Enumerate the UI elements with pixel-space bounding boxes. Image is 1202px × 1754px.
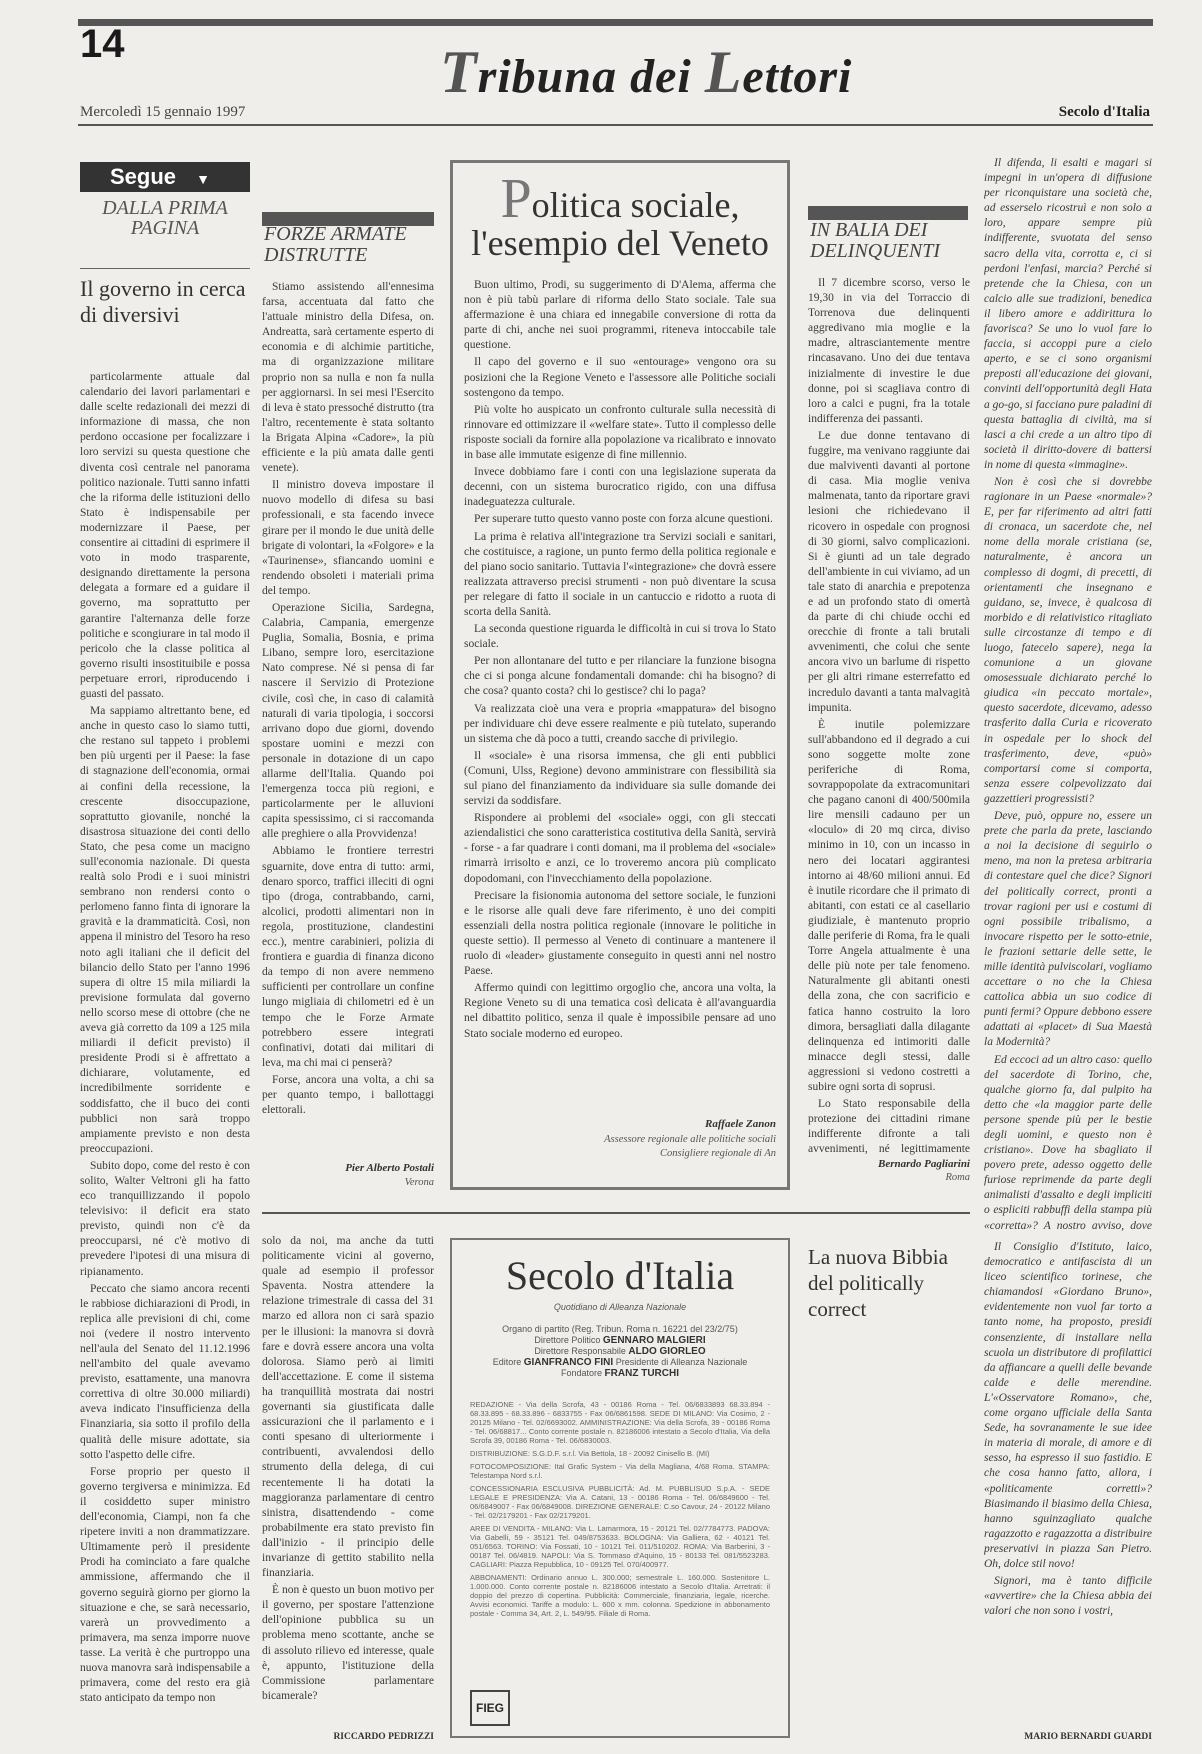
paragraph: Buon ultimo, Prodi, su suggerimento di D'Alema, afferma che non è più tabù parlare di riforma dello Stato sociale. Tale sua affermazione è una chiara ed innegabile conversione di rotta da parte di chi, anche nei suoi programmi, riteneva intoccabile tale questione. <box>464 279 776 352</box>
paragraph: Lo Stato responsabile della protezione dei cittadini rimane indifferente difronte a tali avvenimenti, né legittimamente <box>808 1098 970 1156</box>
masthead <box>440 38 852 107</box>
paragraph: La seconda questione riguarda le difficoltà in cui si trova lo Stato sociale. <box>464 623 776 651</box>
paragraph: Peccato che siamo ancora recenti le rabbiose dichiarazioni di Prodi, in replica alle previsioni di chi, come noi (vedere il nostro intervento nell'aula del Senato del 11.12.1996 nell'ambito del quale avevamo previsto, esattamente, una manovra correttiva di oltre 30.000 miliardi) aveva indicato l'insufficienza della Finanziaria, sia sotto il profilo della qualità delle misure adottate, sia sotto l'aspetto delle cifre. <box>80 1282 250 1461</box>
section-rule <box>262 1212 970 1214</box>
article-forze-armate-body <box>262 280 434 1156</box>
fine-pubblicita: CONCESSIONARIA ESCLUSIVA PUBBLICITÀ: Ad. M. PUBBLISUD S.p.A. - SEDE LEGALE E PRESIDENZA: Via A. Catani, 13 - 00186 Roma - Tel. 06/6849600 - Tel. 06/6849007 - Fax 06/6849008. DIREZIONE GENERALE: C.so Cavour, 24 - 20122 Milano - Tel. 02/2179201 - Fax 02/2179201. <box>470 1484 770 1520</box>
paragraph: Affermo quindi con legittimo orgoglio che, ancora una volta, la Regione Veneto su di una tematica così delicata è all'avanguardia nel dibattito politico, senza il quale è impossibile pensare ad uno Stato sociale moderno ed europeo. <box>464 982 776 1040</box>
dalla-prima-pagina: DALLA PRIMA PAGINA <box>102 197 228 239</box>
paragraph: Il difenda, li esalti e magari si impegni in un'opera di diffusione per riconquistare una società che, ad esserselo ricostruì e non solo a loro, appare sempre più indifferente, svuotata del senso sacro della vita, corrotta e, ci si perdoni l'enfasi, marcia? Perché si pretende che la Chiesa, con un calcio alle sue tradizioni, benedica il libero amore e addirittura lo favorisca? Se uno lo vuol fare lo faccia, si accoppi pure a cielo aperto, e se ci sono organismi preposti all'educazione dei giovani, convinti dell'opportunità degli Hata a go-go, si facciano pure paladini di questa battaglia di civiltà, ma si lasci a chi crede a un altro tipo di società il diritto-dovere di battersi in nome di questa «immagine». <box>984 157 1152 471</box>
fieg-logo: FIEG <box>470 1690 510 1726</box>
page-number: 14 <box>80 22 125 66</box>
paragraph: Per superare tutto questo vanno poste con forza alcune questioni. <box>474 513 773 526</box>
kicker-bar <box>808 206 968 220</box>
paragraph: Abbiamo le frontiere terrestri sguarnite, dove entra di tutto: armi, denaro sporco, traffici illeciti di ogni tipo (droga, contrabbando, carni, alcolici, prodotti alimentari non in regola, prostituzione, clandestini ecc.), mentre carabinieri, polizia di frontiera e guardia di finanza dicono da tempo di non avere nemmeno sufficienti per controllare un confine lungo migliaia di chilometri ed è un tempo che le Forze Armate potrebbero essere integrati confinativi, dotati dai militari di leva, ma chi mai ci penserà? <box>262 845 434 1069</box>
masthead-initial-t: T <box>440 39 478 105</box>
title-line2: l'esempio del Veneto <box>471 223 769 263</box>
paragraph: La prima è relativa all'integrazione tra Servizi sociali e sanitari, che costituisce, a ragione, un punto fermo della politica regionale e del piano socio sanitario. Tuttavia l'«integrazione» che dovrà essere realizzata attraverso precisi strumenti - non può diventare la scusa per relegare di fatto il sociale in un cantuccio e ridotto a ruota di scorta della Sanità. <box>464 530 776 618</box>
paragraph: Precisare la fisionomia autonoma del settore sociale, le funzioni e le risorse alle quali deve fare riferimento, è uno dei compiti essenziali della nostra politica regionale (innovare le politiche in queste settio). Il permesso al Veneto di continuare a mantenere il ruolo di «leader» giustamente conseguito in questi anni nel nostro Paese. <box>464 889 776 978</box>
chevron-down-icon: ▼ <box>196 171 211 187</box>
paragraph: Forse, ancora una volta, a chi sa per quanto tempo, i ballottaggi elettorali. <box>262 1073 434 1117</box>
paragraph: Il Consiglio d'Istituto, laico, democratico e antifascista di un liceo scientifico torinese, che chiamandosi «Giordano Bruno», evidentemente non vuol far torto a tanto nome, ha proposto, presidi consenziente, di installare nella scuola un distributore di profilattici da affiancare a quelli delle bevande calde e delle merendine. L'«Osservatore Romano», che, come organo ufficiale della Santa Sede, ha sovranamente le sue idee in materia di morale, di amore e di sesso, ha espresso il suo fastidio. E che cosa hanno fatto, allora, i «politicamente corretti»? Biasimando il biasimo della Chiesa, hanno sguinzagliato qualche ragazzotto e ragazzotta a distribuire preservativi in piazza San Pietro. Oh, dolce stil novo! <box>984 1241 1152 1570</box>
paragraph: particolarmente attuale dal calendario dei lavori parlamentari e dalle scelte redazionali dei mezzi di informazione di massa, che non perdono occasione per focalizzare i loro servizi su questa questione che diventa così centrale nel panorama politico nazionale. Tutti sanno infatti che la riforma delle istituzioni dello Stato è indispensabile per modernizzare il Paese, per consentire ai cittadini di esprimere il voto in modo trasparente, designando direttamente la persona delegata a formare ed a guidare il governo, ma soprattutto per garantire l'alternanza delle forze politiche e scongiurare in tal modo il pericolo che la classe politica al governo risulti insostituibile e possa perpetuare errori, riproducendo i guasti del passato. <box>80 371 250 700</box>
colophon-credits <box>460 1324 780 1379</box>
feature-title <box>460 168 780 263</box>
paragraph: Ma sappiamo altrettanto bene, ed anche in questo caso lo siamo tutti, che restano sul tappeto i problemi ben più urgenti per il Paese: la fase di stagnazione dell'economia, ormai ai confini della recessione, la crescente disoccupazione, soprattutto giovanile, nonché la disastrosa situazione dei conti dello Stato, che pesa come un macigno sull'economia nazionale. Di questa realtà solo Prodi e i suoi ministri sembrano non rendersi conto o perlomeno fanno finta di ignorare la gravità e la drammaticità. Così, non appena il ministro del Tesoro ha reso noto agli italiani che il deficit del bilancio dello Stato per l'anno 1996 supera di oltre 15 mila miliardi la previsione formulata dal governo nello scorso mese di ottobre (che ne aveva già corretto da 109 a 125 mila miliardi il deficit previsto) il presidente Prodi si è affrettato a dichiarare, volutamente, ed incredibilmente sorridente e soddisfatto, che il buco dei conti pubblici non sarà troppo ampiamente previsto e non desta preoccupazioni. <box>80 705 250 1155</box>
headline-nuova-bibbia: La nuova Bibbia del politically correct <box>808 1245 948 1321</box>
paragraph: Il 7 dicembre scorso, verso le 19,30 in via del Torraccio di Torrenova due delinquenti aggredivano mia moglie e la madre, altrasciantemente mentre rincasavano. Uno dei due tentava inizialmente di investire le due donne, poi si scagliava contro di loro a calci e pugni, fra la totale indifferenza dei passanti. <box>808 277 970 425</box>
signature-pagliarini: Bernardo Pagliarini <box>878 1158 970 1170</box>
role-consigliere: Consigliere regionale di An <box>660 1148 776 1159</box>
director-label: Direttore Politico <box>534 1335 601 1345</box>
signature-zanon: Raffaele Zanon <box>705 1118 776 1130</box>
paper-name: Secolo d'Italia <box>1058 104 1150 120</box>
top-rule <box>78 19 1153 26</box>
city-roma: Roma <box>945 1172 970 1183</box>
right-column-body-bottom <box>984 1240 1152 1728</box>
paragraph: Va realizzata cioè una vera e propria «mappatura» del bisogno per individuare chi deve essere realmente e più tutelato, superando un sistema che dà poco a tutti, creando sacche di privilegio. <box>464 702 776 745</box>
paragraph: Stiamo assistendo all'ennesima farsa, accentuata dal fatto che l'attuale ministro della Difesa, on. Andreatta, sarà certamente esperto di economia e di alchimie partitiche, ma di organizzazione militare proprio non sa nulla e non fa nulla per aggiornarsi. In sei mesi l'Esercito di leva è stato pressoché distrutto (tra l'altro, recentemente è stata soltanto la Brigata Alpina «Cadore», la più efficiente e la più amata dalle genti venete). <box>262 281 434 475</box>
fine-abbonamenti: ABBONAMENTI: Ordinario annuo L. 300.000; semestrale L. 160.000. Sostenitore L. 1.000.000. Conto corrente postale n. 82186006 intestato a Secolo d'Italia. Arretrati: il doppio del prezzo di copertina. Pubblicità: Commerciale, finanziaria, legale, ricerche. Avvisi economici. Tariffe a modulo: L. 600 x mm. colonna. Spedizione in abbonamento postale - Comma 34, Art. 2, L. 549/95. Filiale di Roma. <box>470 1573 770 1618</box>
feature-body <box>464 278 776 1100</box>
registration: Organo di partito (Reg. Tribun. Roma n. 16221 del 23/2/75) <box>502 1324 738 1334</box>
paragraph: Signori, ma è tanto difficile «avvertire» che la Chiesa abbia dei valori che non sono i vostri, <box>984 1575 1152 1618</box>
fine-redazione: REDAZIONE - Via della Scrofa, 43 - 00186 Roma - Tel. 06/6833893 68.33.894 - 68.33.895 - 68.33.896 - 6833755 - Fax 06/6861598. SEDE DI MILANO: Via Cosimo, 2 - 20125 Milano - Tel. 02/6693002. AMMINISTRAZIONE: Via della Scrofa, 39 - 00186 Roma - Tel. 06/68817... Conto corrente postale n. 82186006 intestato a Secolo d'Italia, Via della Scrofa 39, 00186 Roma - Tel. 06/6830003. <box>470 1400 770 1445</box>
role-assessore: Assessore regionale alle politiche sociali <box>604 1134 776 1145</box>
kicker-forze-armate: FORZE ARMATE DISTRUTTE <box>264 223 407 266</box>
colophon-subtitle: Quotidiano di Alleanza Nazionale <box>553 1302 687 1312</box>
paragraph: Deve, può, oppure no, essere un prete che parla da prete, lasciando a noi la decisione di seguirlo o meno, ma non la pretesa arbitraria di contestare quel che dice? Signori del politically correct, pronti a trovar ragioni per usi e costumi di ogni possibile tribalismo, a invocare rispetto per le sotto-etnie, le frazioni settarie delle sette, le mille identità pulviscolari, vogliamo accettare o no che la Chiesa cattolica abbia un suo codice di punti fermi? Oppure debbono essere adattati ai «placet» di Sua Maestà la Modernità? <box>984 810 1152 1049</box>
masthead-part1: ribuna dei <box>477 50 705 103</box>
editor-label: Editore <box>492 1357 522 1367</box>
paragraph: Il capo del governo e il suo «entourage» vengono ora su posizioni che la Regione Veneto e l'assessore alle Politiche sociali sostengono da tempo. <box>464 356 776 399</box>
founder-label: Fondatore <box>561 1368 603 1378</box>
city-verona: Verona <box>404 1177 434 1188</box>
director-name: GENNARO MALGIERI <box>602 1335 706 1346</box>
header-rule <box>78 124 1153 126</box>
editor-name: GIANFRANCO FINI <box>523 1357 614 1368</box>
divider <box>80 268 250 269</box>
editor-role: Presidente di Alleanza Nazionale <box>615 1357 748 1367</box>
resp-label: Direttore Responsabile <box>534 1346 626 1356</box>
paragraph: Rispondere ai problemi del «sociale» oggi, con gli steccati aziendalistici che sono caratteristica costitutiva della Sanità, servirà - forse - a far quadrare i conti domani, ma il problema del «sociale» rimarrà irrisolto e anzi, ce lo troveremo ancora più complicato dopodomani, con l'invecchiamento della popolazione. <box>464 812 776 885</box>
article-governo-body <box>80 370 250 1750</box>
paragraph: solo da noi, ma anche da tutti politicamente vicini al governo, quale ad esempio il professor Spaventa. Nostra attendere la relazione trimestrale di cassa del 31 marzo ed allora non ci sarà spazio per le illusioni: la manovra si dovrà fare e dovrà essere ancora una volta dolorosa. Siamo però ai limiti dell'accettazione. E come il sistema ha tranquillità mostrata dai nostri governanti sia giustificata dalle assicurazioni che il parlamento e i conti spesano di ulteriormente i contribuenti, avvalendosi dello strumento della delega, di cui recentemente li ha dotati la maggioranza parlamentare di centro sinistra, disattendendo - come probabilmente era stato previsto fin dall'inizio - il principio delle invarianze di gettito stabilito nella finanziaria. <box>262 1235 434 1580</box>
headline-governo: Il governo in cerca di diversivi <box>80 276 246 327</box>
paragraph: Più volte ho auspicato un confronto culturale sulla necessità di rinnovare ed ottimizzare il «welfare state». Tutto il complesso delle risposte sociali da fornire alla popolazione va ricalibrato e innovato in base alle immutate esigenze di fine millennio. <box>464 403 776 462</box>
paragraph: Non è così che si dovrebbe ragionare in un Paese «normale»? E, per far riferimento ad altri fatti di cronaca, un sacerdote che, nel nome della morale cristiana (se, naturalmente, è ancora un complesso di dogmi, di precetti, di orientamenti che insegnano e guidano, se, invece, è qualcosa di morbido e di relativistico ritagliato sulle circostanze di tempo e di luogo, fatecelo sapere), nega la comunione a un giovane omosessuale dichiarato perché lo giudica «in peccato mortale», questo sacerdote, dicevamo, adesso trasferito dalla Curia e ricoverato in ospedale per lo shock del trasferimento, deve, «può» comportarsi come si comporta, senza essere colpevolizzato dai gazzettieri progressisti? <box>984 475 1152 805</box>
paragraph: Il «sociale» è una risorsa immensa, che gli enti pubblici (Comuni, Ulss, Regione) devono amministrare con flessibilità sia sul piano del finanziamento da individuare sia sulle domande dei servizi da soddisfare. <box>464 749 776 808</box>
dateline: Mercoledì 15 gennaio 1997 <box>80 104 246 120</box>
article-in-balia-body <box>808 276 970 1156</box>
segue-label: Segue <box>110 164 177 189</box>
paragraph: È inutile polemizzare sull'abbandono ed il degrado a cui sono soggette molte zone periferiche di Roma, sovrappopolate da extracomunitari che pagano canoni di 400/500mila lire mensili cadauno per un «loculo» di 20 mq circa, diviso minimo in 10, con un incasso in nero dei locatari aggirantesi intorno ai 48/60 milioni annui. Ed è inutile ricordare che il primato di abitanti, con estati ce al casellario giudiziale, è mantenuto proprio dalle periferie di Roma, fra le quali Torre Angela attualmente è una delle più note per tale fenomeno. Naturalmente gli abitanti onesti della zona, che con sacrificio e fatica hanno costruito la loro dimora, bersagliati dalla dilagante delinquenza ed intimoriti dalle minacce degli stessi, dalle aggressioni si vedono costretti a subire ogni sorta di soprusi. <box>808 718 970 1093</box>
title-line1: olitica sociale, <box>531 185 740 225</box>
paragraph: Subito dopo, come del resto è con solito, Walter Veltroni gli ha fatto eco tranquillizzando il popolo televisivo: il deficit era stato previsto, quindi non c'è da preoccuparsi, né c'è motivo di prevedere l'ipotesi di una misura di ripianamento. <box>80 1159 250 1278</box>
signature-pedrizzi: RICCARDO PEDRIZZI <box>333 1732 434 1742</box>
segue-banner <box>80 162 250 192</box>
fine-aree-vendita: AREE DI VENDITA - MILANO: Via L. Lamarmora, 15 - 20121 Tel. 02/7784773. PADOVA: Via Gabelli, 59 - 35121 Tel. 049/8753633. BOLOGNA: Via Galliera, 62 - 40121 Tel. 051/6563. TORINO: Via Fossati, 10 - 10121 Tel. 011/510202. ROMA: Via Barberini, 3 - 00187 Tel. 06/4819. NAPOLI: Via S. Tommaso d'Aquino, 15 - 80133 Tel. 081/5523283. CAGLIARI: Piazza Repubblica, 10 - 09125 Tel. 070/400977. <box>470 1524 770 1569</box>
signature-bernardi-guardi: MARIO BERNARDI GUARDI <box>1024 1732 1152 1742</box>
paragraph: Il ministro doveva impostare il nuovo modello di difesa su basi professionali, e sta facendo invece girare per il mondo le due unità delle brigate di volontari, la «Folgore» e la «Taurinense», sfiancando uomini e rendendo obsoleti i materiali prima del tempo. <box>262 479 434 597</box>
paragraph: Ed eccoci ad un altro caso: quello del sacerdote di Torino, che, qualche giorno fa, dal pulpito ha detto che «la maggior parte delle persone spende più per le bestie degli uomini, e questo non è cristiano». Dove ha sbagliato il povero prete, adesso oggetto delle furiose reprimende da parte degli animalisti d'assalto e degli impliciti o espliciti rabbuffi della stampa più «corretta»? A nostro avviso, dove <box>984 1053 1152 1232</box>
signature-postali: Pier Alberto Postali <box>345 1162 434 1174</box>
fine-distribuzione: DISTRIBUZIONE: S.G.D.F. s.r.l. Via Bettola, 18 - 20092 Cinisello B. (MI) <box>470 1449 710 1458</box>
masthead-part2: ettori <box>742 50 853 103</box>
paragraph: Le due donne tentavano di fuggire, ma venivano raggiunte dai due malviventi davanti al portone di casa. Mia moglie veniva malmenata, tanto da riportare gravi lesioni che richiedevano il ricovero in ospedale con prognosi di 30 giorni, salvo complicazioni. Si è giunti ad un tale degrado dell'ambiente in cui viviamo, ad un tale stato di anarchia e prepotenza e ad un profondo stato di omertà da parte di chi chiude occhi ed orecchie di fronte a tali brutali avvenimenti, che colui che sente ancora vivo un barlume di rispetto per gli altri rimane esterrefatto ed incredulo davanti a tanta malvagità impunita. <box>808 429 970 714</box>
colophon-fine-print <box>470 1400 770 1682</box>
fine-fotocomposizione: FOTOCOMPOSIZIONE: Ital Grafic System - Via della Magliana, 4/68 Roma. STAMPA: Telestampa Nord s.r.l. <box>470 1462 770 1480</box>
kicker-in-balia: IN BALIA DEI DELINQUENTI <box>810 219 941 262</box>
paragraph: Invece dobbiamo fare i conti con una legislazione superata da decenni, con un sistema burocratico rigido, con una diffusa inadeguatezza culturale. <box>464 466 776 509</box>
resp-name: ALDO GIORLEO <box>628 1346 706 1357</box>
article-governo-continuation <box>262 1234 434 1722</box>
colophon-title: Secolo d'Italia <box>505 1253 735 1298</box>
right-column-body-top <box>984 156 1152 1236</box>
paragraph: È non è questo un buon motivo per il governo, per spostare l'attenzione dell'opinione pubblica su un problema meno scottante, anche se di assoluto rilievo ed interesse, quale è, appunto, l'istituzione della Commissione parlamentare bicamerale? <box>262 1584 434 1702</box>
masthead-initial-l: L <box>704 39 743 105</box>
paragraph: Forse proprio per questo il governo tergiversa e minimizza. Ed il cosiddetto super ministro dell'economia, Ciampi, non fa che ripetere inviti a non drammatizzare. Ultimamente però il presidente Prodi ha cominciato a fare qualche ammissione, affermando che il governo seguirà giorno per giorno la situazione e che, se sarà necessario, varerà un provvedimento a primavera, ma senza imporre nuove tasse. La verità è che purtroppo una nuova manovra sarà indispensabile a primavera, come del resto era già stato anticipato da tempo non <box>80 1465 250 1705</box>
founder-name: FRANZ TURCHI <box>604 1368 679 1379</box>
title-initial: P <box>500 168 532 230</box>
paragraph: Operazione Sicilia, Sardegna, Calabria, Campania, emergenze Puglia, Somalia, Bosnia, e prima Libano, sempre loro, esercitazione Nato comprese. Né si pensa di far nascere il Servizio di Protezione civile, così che, in caso di calamità naturali di varia tipologia, i soccorsi arrivano dopo due giorni, dovendo spostare uomini e mezzi con personale in dotazione di un capo allarme dell'Italia. Quando poi l'emergenza tocca più regioni, e particolarmente per le alluvioni capita spessissimo, ci si raccomanda alle preghiere o alla Provvidenza! <box>262 601 434 841</box>
paragraph: Per non allontanare del tutto e per rilanciare la funzione bisogna che ci si ponga alcune fondamentali domande: chi ha bisogno? di che cosa? quanto costa? chi lo gestisce? chi lo paga? <box>464 655 776 698</box>
